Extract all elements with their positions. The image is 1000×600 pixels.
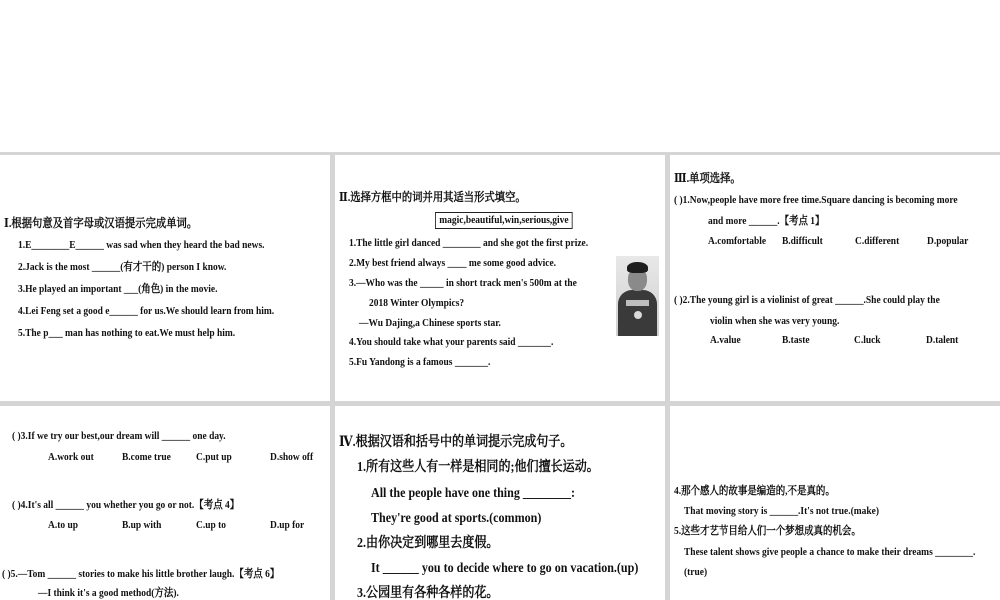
sentence-line: 5.这些才艺节目给人们一个梦想成真的机会。: [674, 525, 861, 537]
panel-section-4-continued: [670, 406, 1000, 600]
section-2-title: Ⅱ.选择方框中的词并用其适当形式填空。: [339, 190, 526, 204]
exercise-item: 2.Jack is the most ______(有才干的) person I know.: [18, 261, 227, 273]
option: C.put up: [196, 451, 232, 463]
sentence-line: All the people have one thing ________:: [371, 486, 576, 501]
exercise-item: 5.The p___ man has nothing to eat.We must help him.: [18, 327, 236, 339]
panel-section-2: [335, 155, 665, 401]
section-4-title: Ⅳ.根据汉语和括号中的单词提示完成句子。: [339, 435, 573, 450]
section-1-title: Ⅰ.根据句意及首字母或汉语提示完成单词。: [4, 216, 198, 230]
panel-section-3: [670, 155, 1000, 401]
option: D.up for: [270, 519, 305, 531]
word-box: magic,beautiful,win,serious,give: [435, 212, 573, 229]
option: C.up to: [196, 519, 226, 531]
option: B.difficult: [782, 235, 823, 247]
sentence-line: 1.所有这些人有一样是相同的;他们擅长运动。: [357, 460, 599, 475]
sentence-line: 3.公园里有各种各样的花。: [357, 586, 499, 600]
sentence-line: That moving story is ______.It's not true.(make): [684, 505, 879, 517]
option: C.different: [855, 235, 900, 247]
question-2-stem: ( )2.The young girl is a violinist of great ______.She could play the: [674, 294, 940, 306]
exercise-item: 3.He played an important ___(角色) in the movie.: [18, 283, 218, 295]
exercise-item: 4.You should take what your parents said _______.: [349, 336, 554, 348]
section-3-title: Ⅲ.单项选择。: [674, 171, 741, 185]
question-1-stem-cont: and more ______.【考点 1】: [708, 215, 825, 227]
panel-section-1: [0, 155, 330, 401]
sentence-line: These talent shows give people a chance to make their dreams ________.: [684, 546, 976, 558]
option: D.show off: [270, 451, 314, 463]
question-3-stem: ( )3.If we try our best,our dream will ______ one day.: [12, 430, 226, 442]
option: A.to up: [48, 519, 78, 531]
exercise-item: 4.Lei Feng set a good e______ for us.We should learn from him.: [18, 305, 275, 317]
option: A.work out: [48, 451, 94, 463]
panel-section-3-continued: [0, 406, 330, 600]
sentence-line: 4.那个感人的故事是编造的,不是真的。: [674, 485, 835, 497]
option: B.up with: [122, 519, 162, 531]
option: D.popular: [927, 235, 969, 247]
exercise-item: 2.My best friend always ____ me some good advice.: [349, 257, 557, 269]
sentence-line: (true): [684, 566, 708, 578]
exercise-item: 1.The little girl danced ________ and she got the first prize.: [349, 237, 589, 249]
question-2-stem-cont: violin when she was very young.: [710, 315, 840, 327]
exercise-item: 3.—Who was the _____ in short track men's 500m at the: [349, 277, 577, 289]
question-5-stem-cont: —I think it's a good method(方法).: [38, 587, 179, 599]
exercise-item: 2018 Winter Olympics?: [369, 297, 465, 309]
sentence-line: They're good at sports.(common): [371, 511, 542, 526]
exercise-item: 1.E________E______ was sad when they heard the bad news.: [18, 239, 265, 251]
option: B.taste: [782, 334, 810, 346]
option: D.talent: [926, 334, 959, 346]
option: C.luck: [854, 334, 881, 346]
panel-section-4: [335, 406, 665, 600]
athlete-photo: [616, 256, 659, 336]
question-1-stem: ( )1.Now,people have more free time.Square dancing is becoming more: [674, 194, 958, 206]
question-5-stem: ( )5.—Tom ______ stories to make his little brother laugh.【考点 6】: [2, 568, 280, 580]
exercise-item: —Wu Dajing,a Chinese sports star.: [359, 317, 501, 329]
sentence-line: It ______ you to decide where to go on vacation.(up): [371, 561, 639, 576]
question-4-stem: ( )4.It's all ______ you whether you go or not.【考点 4】: [12, 499, 240, 511]
exercise-item: 5.Fu Yandong is a famous _______.: [349, 356, 491, 368]
option: A.comfortable: [708, 235, 767, 247]
option: B.come true: [122, 451, 171, 463]
option: A.value: [710, 334, 741, 346]
sentence-line: 2.由你决定到哪里去度假。: [357, 536, 499, 551]
